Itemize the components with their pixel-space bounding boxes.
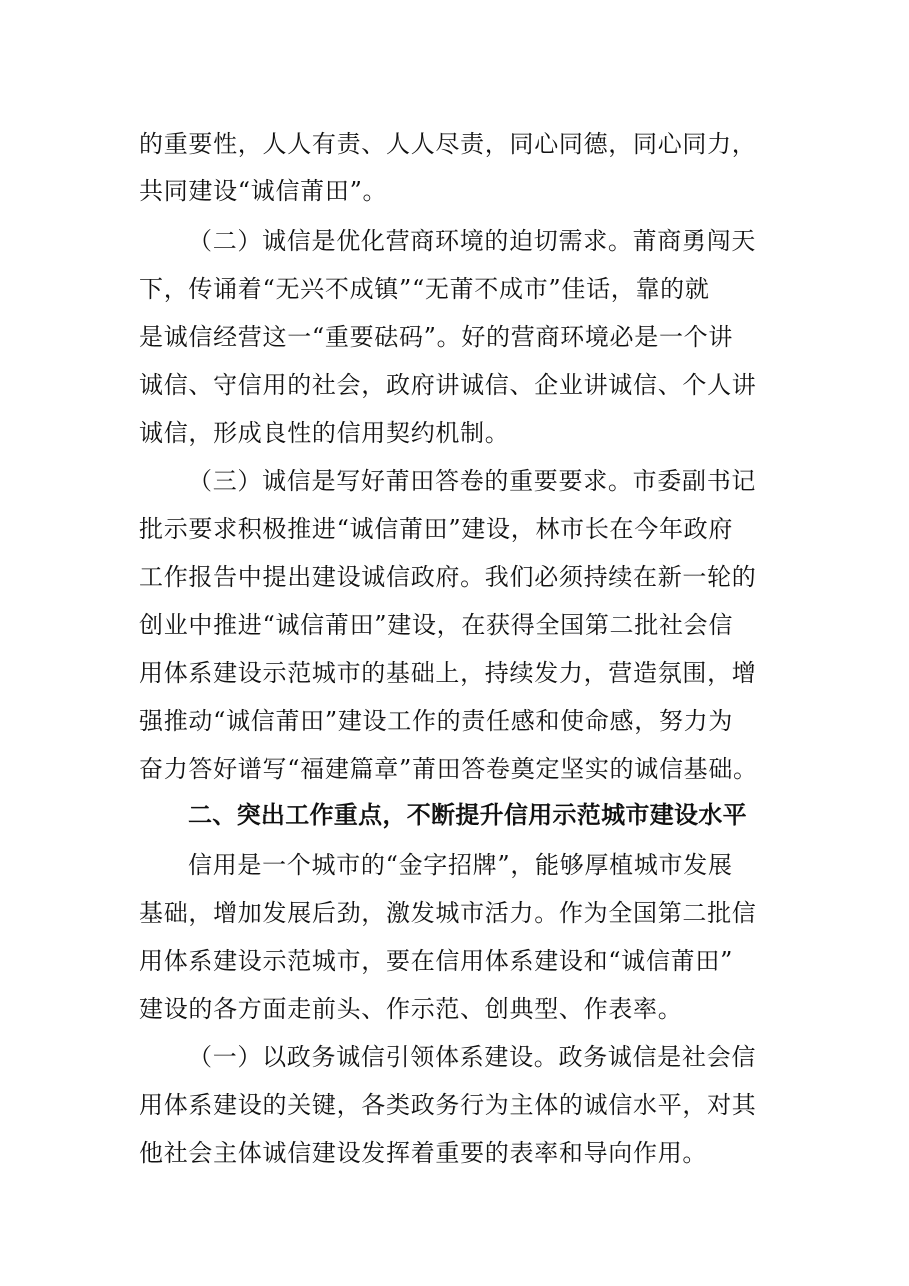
text-line: 批示要求积极推进“诚信莆田”建设，林市长在今年政府 <box>139 515 734 543</box>
section-heading: 二、突出工作重点，不断提升信用示范城市建设水平 <box>188 801 747 829</box>
text-line: 奋力答好谱写“福建篇章”莆田答卷奠定坚实的诚信基础。 <box>139 755 758 783</box>
text-line: 建设的各方面走前头、作示范、创典型、作表率。 <box>139 995 683 1023</box>
text-line: （一）以政务诚信引领体系建设。政务诚信是社会信 <box>188 1043 757 1071</box>
text-line: （三）诚信是写好莆田答卷的重要要求。市委副书记 <box>188 467 757 495</box>
text-line: 工作报告中提出建设诚信政府。我们必须持续在新一轮的 <box>139 563 757 591</box>
text-line: 用体系建设的关键，各类政务行为主体的诚信水平，对其 <box>139 1091 757 1119</box>
text-line: 共同建设“诚信莆田”。 <box>139 177 388 205</box>
text-line: 的重要性，人人有责、人人尽责，同心同德，同心同力， <box>139 130 757 158</box>
text-line: 信用是一个城市的“金字招牌”，能够厚植城市发展 <box>188 851 733 879</box>
text-line: 基础，增加发展后劲，激发城市活力。作为全国第二批信 <box>139 899 757 927</box>
text-line: 用体系建设示范城市，要在信用体系建设和“诚信莆田” <box>139 947 734 975</box>
text-line: 诚信，形成良性的信用契约机制。 <box>139 419 510 447</box>
text-line: 下，传诵着“无兴不成镇”“无莆不成市”佳话，靠的就 <box>139 275 710 303</box>
text-line: （二）诚信是优化营商环境的迫切需求。莆商勇闯天 <box>188 227 757 255</box>
text-line: 是诚信经营这一“重要砝码”。好的营商环境必是一个讲 <box>139 323 734 351</box>
text-line: 诚信、守信用的社会，政府讲诚信、企业讲诚信、个人讲 <box>139 371 757 399</box>
text-line: 他社会主体诚信建设发挥着重要的表率和导向作用。 <box>139 1139 708 1167</box>
text-line: 强推动“诚信莆田”建设工作的责任感和使命感，努力为 <box>139 707 734 735</box>
text-line: 创业中推进“诚信莆田”建设，在获得全国第二批社会信 <box>139 611 734 639</box>
text-line: 用体系建设示范城市的基础上，持续发力，营造氛围，增 <box>139 659 757 687</box>
